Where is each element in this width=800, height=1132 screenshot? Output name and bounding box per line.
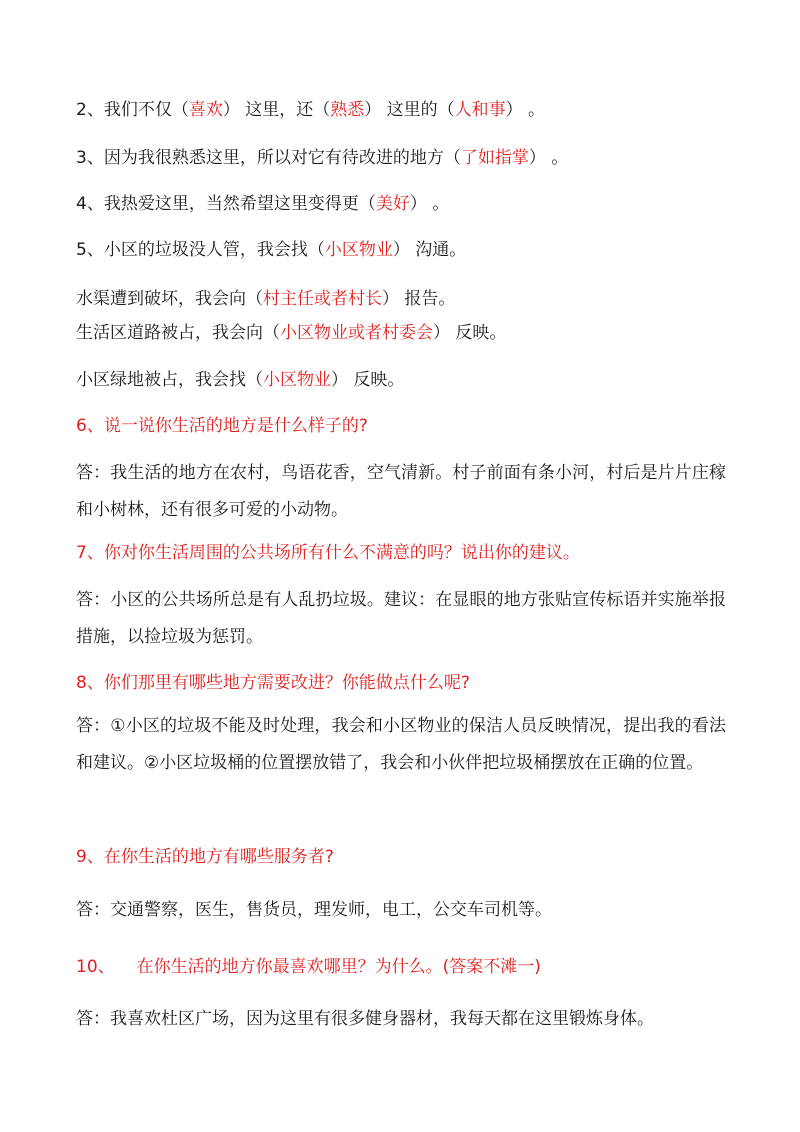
answer-text: 了如指掌 bbox=[460, 148, 529, 168]
fill-blank-line-3 bbox=[76, 146, 568, 170]
answer-6: 答：我生活的地方在农村，鸟语花香，空气清新。村子前面有条小河，村后是片片庄稼和小树林，还有很多可爱的小动物。 bbox=[76, 463, 726, 520]
line-text: 2、我们不仅（ bbox=[76, 100, 189, 120]
line-text: 生活区道路被占，我会向（ bbox=[76, 323, 280, 343]
line-text: ） 。 bbox=[505, 100, 546, 120]
answer-text: 小区物业或者村委会 bbox=[280, 323, 433, 343]
answer-10: 答：我喜欢杜区广场，因为这里有很多健身器材，我每天都在这里锻炼身体。 bbox=[76, 1009, 654, 1029]
fill-blank-line-canal bbox=[76, 287, 455, 311]
fill-blank-line-road bbox=[76, 321, 506, 345]
question-number: 10、 bbox=[76, 957, 115, 977]
line-text: ） 反映。 bbox=[433, 323, 507, 343]
line-text: 3、因为我很熟悉这里，所以对它有待改进的地方（ bbox=[76, 148, 461, 168]
line-text: ） 。 bbox=[528, 148, 569, 168]
line-text: ） 这里的（ bbox=[364, 100, 455, 120]
fill-blank-line-2 bbox=[76, 98, 545, 122]
answer-text: 喜欢 bbox=[188, 100, 223, 120]
line-text: 5、小区的垃圾没人管，我会找（ bbox=[76, 240, 325, 260]
answer-text: 小区物业 bbox=[324, 240, 393, 260]
question-6: 6、说一说你生活的地方是什么样子的? bbox=[76, 416, 368, 436]
line-text: ） 沟通。 bbox=[392, 240, 467, 260]
line-text: ） 报告。 bbox=[382, 289, 456, 309]
fill-blank-line-4 bbox=[76, 192, 449, 216]
question-7: 7、你对你生活周围的公共场所有什么不满意的吗？说出你的建议。 bbox=[76, 543, 580, 563]
question-9: 9、在你生活的地方有哪些服务者? bbox=[76, 847, 334, 867]
fill-blank-line-5 bbox=[76, 238, 466, 262]
question-8: 8、你们那里有哪些地方需要改进？你能做点什么呢? bbox=[76, 673, 470, 693]
fill-blank-line-green bbox=[76, 368, 404, 392]
question-10 bbox=[76, 955, 541, 979]
line-text: 水渠遭到破坏，我会向（ bbox=[76, 289, 263, 309]
line-text: ） 。 bbox=[409, 194, 450, 214]
answer-7: 答：小区的公共场所总是有人乱扔垃圾。建议：在显眼的地方张贴宣传标语并实施举报措施，以捡垃圾为惩罚。 bbox=[76, 590, 726, 647]
answer-text: 熟悉 bbox=[330, 100, 365, 120]
answer-text: 小区物业 bbox=[263, 370, 331, 390]
line-text: ） 这里，还（ bbox=[222, 100, 331, 120]
answer-9: 答：交通警察，医生，售货员，理发师，电工，公交车司机等。 bbox=[76, 900, 552, 920]
question-text: 在你生活的地方你最喜欢哪里？为什么。(答案不滩一) bbox=[136, 957, 541, 977]
line-text: ） 反映。 bbox=[331, 370, 405, 390]
answer-8: 答：①小区的垃圾不能及时处理，我会和小区物业的保洁人员反映情况，提出我的看法和建议。②小区垃圾桶的位置摆放错了，我会和小伙伴把垃圾桶摆放在正确的位置。 bbox=[76, 716, 726, 773]
answer-text: 村主任或者村长 bbox=[263, 289, 382, 309]
line-text: 4、我热爱这里，当然希望这里变得更（ bbox=[76, 194, 376, 214]
line-text: 小区绿地被占，我会找（ bbox=[76, 370, 263, 390]
answer-text: 人和事 bbox=[454, 100, 506, 120]
answer-text: 美好 bbox=[375, 194, 410, 214]
